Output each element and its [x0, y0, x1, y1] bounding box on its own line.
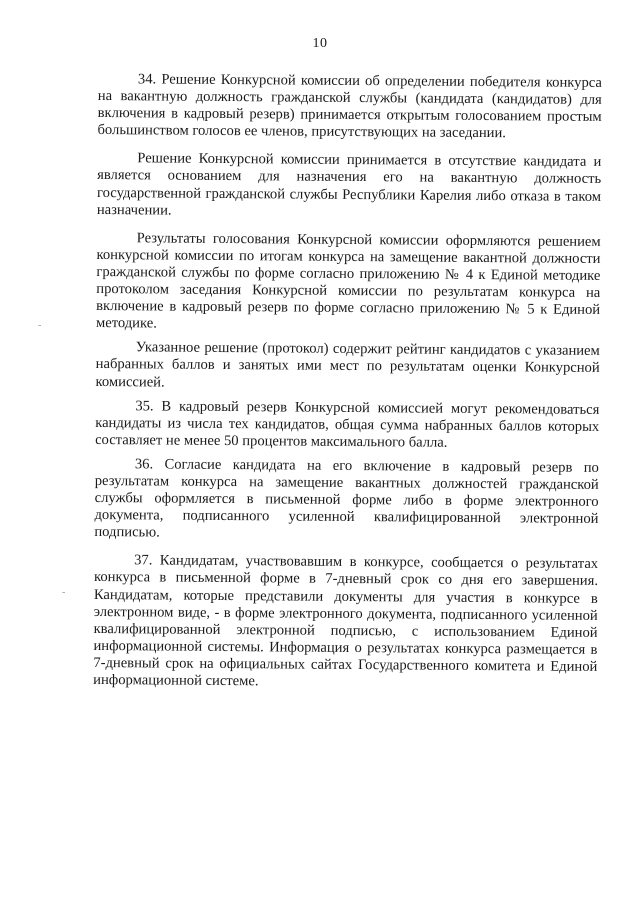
margin-mark: - [62, 587, 66, 598]
paragraph-34-results: Результаты голосования Конкурсной комиссии оформляются решением конкурсной комиссии по итогам конкурса на замещение вакантной должности гражданской службы по форме согласно приложению № 4 к Единой методике протоколом заседания Конкурсной комиссии по результатам конкурса на включение в кадровый резерв по форме согласно приложению № 5 к Единой методике. [95, 230, 601, 332]
paragraph-34-protocol: Указанное решение (протокол) содержит рейтинг кандидатов с указанием набранных баллов и занятых ими мест по результатам оценки Конкурсной комиссией. [95, 339, 600, 391]
paragraph-35: 35. В кадровый резерв Конкурсной комиссией могут рекомендоваться кандидаты из числа тех кандидатов, общая сумма набранных баллов которых составляет не менее 50 процентов максимального балла. [95, 397, 600, 451]
paragraph-36: 36. Согласие кандидата на его включение в кадровый резерв по результатам конкурса на замещение вакантных должностей гражданской службы оформляется в письменной форме либо в форме электронного документа, подписанного усиленной квалифицированной электронной подписью. [94, 456, 599, 541]
paragraph-34: 34. Решение Конкурсной комиссии об определении победителя конкурса на вакантную должность гражданской службы (кандидата (кандидатов) для включения в кадровый резерв) принимается открытым голосованием простым большинством голосов ее членов, присутствующих на заседании. [97, 71, 602, 142]
paragraph-37: 37. Кандидатам, участвовавшим в конкурсе, сообщается о результатах конкурса в письменной форме в 7-дневный срок со дня его завершения. Кандидатам, которые представили документы для участия в конкурсе в электронном виде, - в форме электронного документа, подписанного усиленной квалифицированной электронной подписью, с использованием Единой информационной системы. Информация о результатах конкурса размещается в 7-дневный срок на официальных сайтах Государственного комитета и Единой информационной системе. [93, 552, 599, 690]
page-number: 10 [312, 36, 328, 51]
margin-mark: - [38, 320, 42, 331]
document-body [93, 71, 602, 704]
paragraph-34-decision: Решение Конкурсной комиссии принимается в отсутствие кандидата и является основанием для назначения его на вакантную должность государственной гражданской службы Республики Карелия либо отказа в таком назначении. [96, 150, 602, 219]
